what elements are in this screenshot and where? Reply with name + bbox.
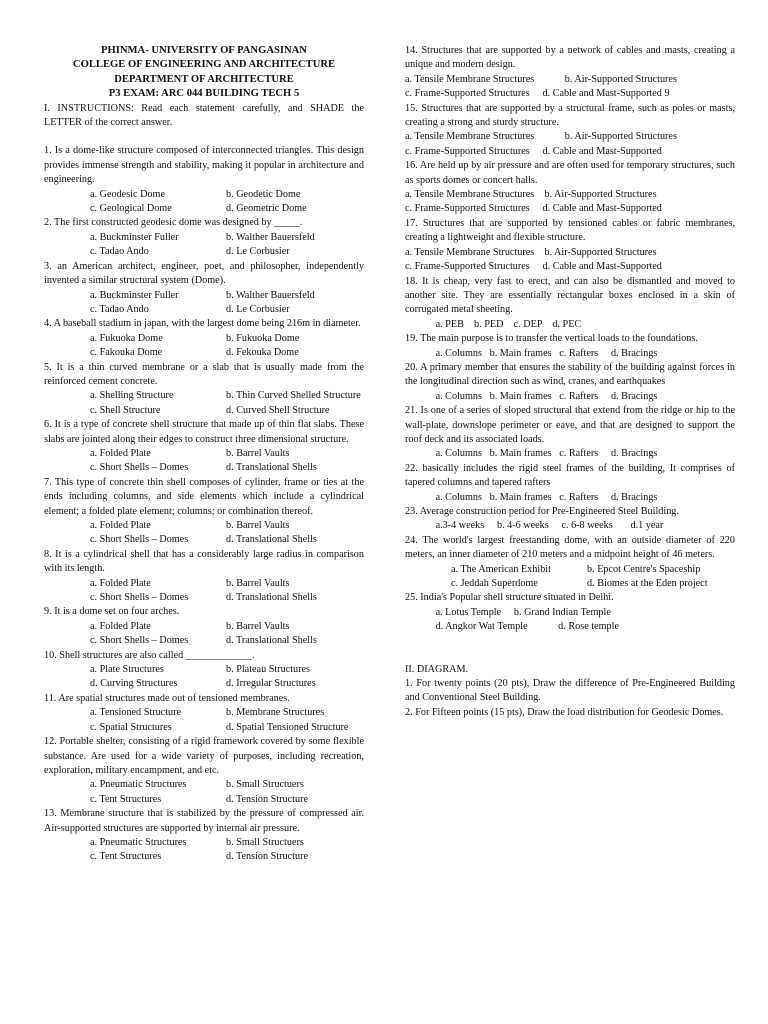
answer-choice-line[interactable]: d. Angkor Wat Temple d. Rose temple xyxy=(405,621,619,633)
question-stem: 9. It is a dome set on four arches. xyxy=(44,606,180,618)
answer-choice[interactable]: c. Tadao Ando xyxy=(90,303,149,315)
question-stem: 23. Average construction period for Pre-Engineered Steel Building. xyxy=(405,506,679,517)
answer-choice-row xyxy=(44,245,364,259)
question-item xyxy=(405,332,735,361)
answer-choice[interactable]: a. Folded Plate xyxy=(90,620,151,632)
answer-choice-row xyxy=(44,533,364,547)
question-stem: 24. The world's largest freestanding dome, with an outside diameter of 220 meters, an inner diameter of 210 meters and a midpoint height of 46 meters. xyxy=(405,534,735,561)
question-list-right xyxy=(405,44,735,635)
answer-choice-row xyxy=(44,289,364,303)
answer-choice-row xyxy=(44,202,364,216)
department-name: DEPARTMENT OF ARCHITECTURE xyxy=(114,73,294,85)
answer-choice-line[interactable]: c. Frame-Supported Structures d. Cable and Mast-Supported xyxy=(405,145,662,157)
answer-choice-line[interactable]: a. Columns b. Main frames c. Rafters d. Bracings xyxy=(405,448,658,460)
question-item xyxy=(405,102,735,160)
answer-choice[interactable]: b. Barrel Vaults xyxy=(226,447,290,459)
answer-choice-row xyxy=(44,836,364,850)
question-stem: 16. Are held up by air pressure and are often used for temporary structures, such as sports domes or concert halls. xyxy=(405,160,735,186)
answer-choice[interactable]: c. Jeddah Superdome xyxy=(451,578,538,590)
question-stem: 22. basically includes the rigid steel frames of the building, It comprises of tapered columns and tapered rafters xyxy=(405,462,735,489)
question-item xyxy=(405,159,735,217)
spacer xyxy=(405,635,735,649)
question-item xyxy=(44,361,364,419)
university-name: PHINMA- UNIVERSITY OF PANGASINAN xyxy=(101,45,307,56)
answer-choice[interactable]: b. Geodetic Dome xyxy=(226,188,301,200)
question-stem: 8. It is a cylindrical shell that has a considerably large radius in comparison with its length. xyxy=(44,548,364,575)
answer-choice-row xyxy=(44,346,364,360)
question-item xyxy=(405,361,735,404)
exam-title: P3 EXAM: ARC 044 BUILDING TECH 5 xyxy=(108,88,300,100)
question-item xyxy=(44,317,364,360)
question-stem: 20. A primary member that ensures the stability of the building against forces in the longitudinal direction such as wind, cranes, and earthquakes xyxy=(405,361,735,388)
question-item xyxy=(44,605,364,648)
answer-choice[interactable]: b. Thin Curved Shelled Structure xyxy=(226,390,361,402)
answer-choice-row xyxy=(44,231,364,245)
answer-choice[interactable]: c. Spatial Structures xyxy=(90,721,172,733)
answer-choice[interactable]: d. Translational Shells xyxy=(226,635,317,647)
question-item xyxy=(44,548,364,606)
answer-choice[interactable]: c. Geological Dome xyxy=(90,203,172,215)
answer-choice[interactable]: d. Fekouka Dome xyxy=(226,347,299,359)
answer-choice-row xyxy=(44,519,364,533)
question-item xyxy=(44,216,364,259)
answer-choice[interactable]: a. Folded Plate xyxy=(90,520,151,531)
right-column xyxy=(405,44,735,720)
answer-choice[interactable]: a. The American Exhibit xyxy=(451,563,551,575)
answer-choice-line[interactable]: a. Lotus Temple b. Grand Indian Temple xyxy=(405,606,611,618)
answer-choice-line[interactable]: a. Tensile Membrane Structures b. Air-Supported Structures xyxy=(405,73,677,85)
answer-choice-row xyxy=(44,663,364,677)
answer-choice-row xyxy=(44,706,364,720)
question-item xyxy=(44,692,364,735)
answer-choice[interactable]: a. Tensioned Structure xyxy=(90,707,182,719)
answer-choice-row xyxy=(44,634,364,648)
answer-choice[interactable]: d. Spatial Tensioned Structure xyxy=(226,721,349,733)
answer-choice[interactable]: a. Pneumatic Structures xyxy=(90,779,187,791)
answer-choice[interactable]: b. Small Structuers xyxy=(226,836,304,848)
answer-choice[interactable]: a. Fukuoka Dome xyxy=(90,332,163,344)
question-item xyxy=(405,534,735,592)
answer-choice-line[interactable]: a. Tensile Membrane Structures b. Air-Supported Structures xyxy=(405,131,677,143)
question-stem: 6. It is a type of concrete shell structure that made up of thin flat slabs. These slabs are jointed along their edges to construct three dimensional structure. xyxy=(44,419,364,445)
answer-choice[interactable]: c. Short Shells – Domes xyxy=(90,462,189,474)
answer-choice[interactable]: a. Buckminster Fuller xyxy=(90,289,179,301)
question-stem: 18. It is cheap, very fast to erect, and can also be dismantled and moved to another site. They are essentially rectangular boxes enclosed in a skin of corrugated metal sheeting. xyxy=(405,275,735,316)
answer-choice[interactable]: a. Geodesic Dome xyxy=(90,188,165,200)
answer-choice[interactable]: d. Translational Shells xyxy=(226,462,317,474)
answer-choice[interactable]: b. Barrel Vaults xyxy=(226,620,290,632)
answer-choice[interactable]: c. Tadao Ando xyxy=(90,246,149,258)
answer-choice-line[interactable]: c. Frame-Supported Structures d. Cable and Mast-Supported 9 xyxy=(405,88,670,100)
answer-choice-row xyxy=(44,591,364,605)
question-stem: 12. Portable shelter, consisting of a rigid framework covered by some flexible substance. Are used for a wide variety of purposes, including recreation, exploration, military encampment, and etc. xyxy=(44,736,364,776)
question-item xyxy=(405,44,735,102)
answer-choice[interactable]: c. Short Shells – Domes xyxy=(90,635,189,647)
answer-choice-row xyxy=(44,447,364,461)
answer-choice[interactable]: d. Geometric Dome xyxy=(226,203,307,215)
answer-choice[interactable]: d. Curved Shell Structure xyxy=(226,404,330,416)
answer-choice-row xyxy=(44,461,364,475)
question-stem: 7. This type of concrete thin shell composes of cylinder, frame or ties at the ends including columns, and side elements which include a cylindrical element; a folded plate element; columns; or combination thereof. xyxy=(44,476,364,517)
answer-choice-line[interactable]: a. Tensile Membrane Structures b. Air-Supported Structures xyxy=(405,189,657,201)
question-item xyxy=(44,144,364,216)
answer-choice-row xyxy=(44,404,364,418)
answer-choice[interactable]: a. Plate Structures xyxy=(90,664,164,676)
answer-choice-row xyxy=(44,389,364,403)
question-stem: 19. The main purpose is to transfer the vertical loads to the foundations. xyxy=(405,333,698,345)
answer-choice-line[interactable]: a. Tensile Membrane Structures b. Air-Supported Structures xyxy=(405,246,657,258)
answer-choice[interactable]: a. Buckminster Fuller xyxy=(90,231,179,243)
answer-choice[interactable]: b. Plateau Structures xyxy=(226,664,311,676)
answer-choice[interactable]: d. Translational Shells xyxy=(226,592,317,604)
question-stem: 25. India's Popular shell structure situated in Delhi. xyxy=(405,592,614,604)
answer-choice-line[interactable]: a. Columns b. Main frames c. Rafters d. Bracings xyxy=(405,491,658,503)
answer-choice[interactable]: a. Folded Plate xyxy=(90,577,151,589)
answer-choice[interactable]: d. Tension Structure xyxy=(226,851,309,863)
answer-choice-row xyxy=(44,721,364,735)
answer-choice[interactable]: c. Tent Structures xyxy=(90,851,162,863)
answer-choice[interactable]: a. Folded Plate xyxy=(90,447,151,459)
answer-choice-line[interactable]: c. Frame-Supported Structures d. Cable and Mast-Supported xyxy=(405,203,662,215)
question-stem: 17. Structures that are supported by tensioned cables or fabric membranes, creating a lightweight and flexible structure. xyxy=(405,217,735,244)
question-stem: 14. Structures that are supported by a network of cables and masts, creating a unique and modern design. xyxy=(405,45,735,71)
answer-choice[interactable]: b. Fukuoka Dome xyxy=(226,332,300,344)
question-item xyxy=(44,260,364,318)
answer-choice[interactable]: b. Epcot Centre's Spaceship xyxy=(587,563,701,575)
question-item xyxy=(44,649,364,692)
answer-choice[interactable]: b. Small Structuers xyxy=(226,779,304,791)
answer-choice[interactable]: a. Shelling Structure xyxy=(90,390,174,402)
question-stem: 21. Is one of a series of sloped structural that extend from the ridge or hip to the wall-plate, downslope perimeter or eave, and that are designed to support the roof deck and its associated loads. xyxy=(405,405,735,445)
answer-choice[interactable]: d. Tension Structure xyxy=(226,793,309,805)
answer-choice[interactable]: c. Fakouka Dome xyxy=(90,347,163,359)
question-stem: 5. It is a thin curved membrane or a slab that is usually made from the reinforced cement concrete. xyxy=(44,361,364,387)
answer-choice[interactable]: b. Membrane Structures xyxy=(226,707,325,719)
answer-choice[interactable]: b. Walther Bauersfeld xyxy=(226,231,315,243)
answer-choice-line[interactable]: a. PEB b. PED c. DEP d. PEC xyxy=(405,318,582,330)
answer-choice-line[interactable]: a. Columns b. Main frames c. Rafters d. Bracings xyxy=(405,347,658,359)
answer-choice-row xyxy=(44,778,364,792)
question-stem: 13. Membrane structure that is stabilized by the pressure of compressed air. Air-supported structures are supported by internal air pressure. xyxy=(44,808,364,834)
college-name: COLLEGE OF ENGINEERING AND ARCHITECTURE xyxy=(72,59,336,71)
answer-choice[interactable]: c. Shell Structure xyxy=(90,404,161,416)
question-stem: 1. Is a dome-like structure composed of interconnected triangles. This design provides immense strength and stability, making it popular in architecture and engineering. xyxy=(44,145,364,186)
answer-choice-line[interactable]: c. Frame-Supported Structures d. Cable and Mast-Supported xyxy=(405,261,662,273)
question-item xyxy=(405,591,735,634)
question-item xyxy=(44,418,364,476)
question-item xyxy=(405,275,735,333)
answer-choice-line[interactable]: a.3-4 weeks b. 4-6 weeks c. 6-8 weeks d.1 year xyxy=(405,520,664,532)
question-stem: 3. an American architect, engineer, poet, and philosopher, independently invented a similar structural system (Dome). xyxy=(44,260,364,287)
answer-choice-row xyxy=(44,620,364,634)
instructions: I. INSTRUCTIONS: Read each statement carefully, and SHADE the LETTER of the correct answer. xyxy=(44,102,364,129)
answer-choice-row xyxy=(44,188,364,202)
answer-choice[interactable]: d. Curving Structures xyxy=(90,678,178,690)
question-stem: 11. Are spatial structures made out of tensioned membranes. xyxy=(44,692,290,704)
diagram-item-2: 2. For Fifteen points (15 pts), Draw the load distribution for Geodesic Domes. xyxy=(405,706,724,718)
answer-choice[interactable]: d. Le Corbusier xyxy=(226,246,290,258)
answer-choice-row xyxy=(405,577,735,591)
answer-choice[interactable]: c. Short Shells – Domes xyxy=(90,592,189,604)
answer-choice-row xyxy=(44,850,364,864)
answer-choice-row xyxy=(44,332,364,346)
answer-choice-line[interactable]: a. Columns b. Main frames c. Rafters d. Bracings xyxy=(405,390,658,402)
question-stem: 10. Shell structures are also called _____________. xyxy=(44,649,255,661)
diagram-item-1: 1. For twenty points (20 pts), Draw the difference of Pre-Engineered Building and Conventional Steel Building. xyxy=(405,678,735,704)
question-item xyxy=(405,505,735,534)
question-item xyxy=(44,807,364,865)
question-stem: 2. The first constructed geodesic dome was designed by _____. xyxy=(44,217,303,229)
answer-choice-row xyxy=(44,303,364,317)
question-item xyxy=(44,735,364,807)
question-item xyxy=(405,462,735,505)
answer-choice[interactable]: c. Short Shells – Domes xyxy=(90,534,189,546)
left-column xyxy=(44,44,364,865)
answer-choice-row xyxy=(44,793,364,807)
question-item xyxy=(405,404,735,462)
spacer xyxy=(405,649,735,663)
answer-choice[interactable]: d. Le Corbusier xyxy=(226,303,290,315)
answer-choice-row xyxy=(405,563,735,577)
answer-choice-row xyxy=(44,577,364,591)
question-item xyxy=(44,476,364,548)
answer-choice[interactable]: c. Tent Structures xyxy=(90,793,162,805)
answer-choice[interactable]: a. Pneumatic Structures xyxy=(90,836,187,848)
answer-choice[interactable]: d. Biomes at the Eden project xyxy=(587,578,708,590)
question-list-left xyxy=(44,144,364,864)
answer-choice-row xyxy=(44,677,364,691)
answer-choice[interactable]: b. Walther Bauersfeld xyxy=(226,289,315,301)
answer-choice[interactable]: b. Barrel Vaults xyxy=(226,577,290,589)
question-stem: 4. A baseball stadium in japan, with the largest dome being 216m in diameter. xyxy=(44,318,361,330)
answer-choice[interactable]: b. Barrel Vaults xyxy=(226,520,290,531)
answer-choice[interactable]: d. Irregular Structures xyxy=(226,678,316,690)
spacer xyxy=(44,130,364,144)
diagram-section-title: II. DIAGRAM. xyxy=(405,663,469,675)
answer-choice[interactable]: d. Translational Shells xyxy=(226,534,317,546)
question-item xyxy=(405,217,735,275)
question-stem: 15. Structures that are supported by a structural frame, such as poles or masts, creating a strong and sturdy structure. xyxy=(405,102,735,129)
